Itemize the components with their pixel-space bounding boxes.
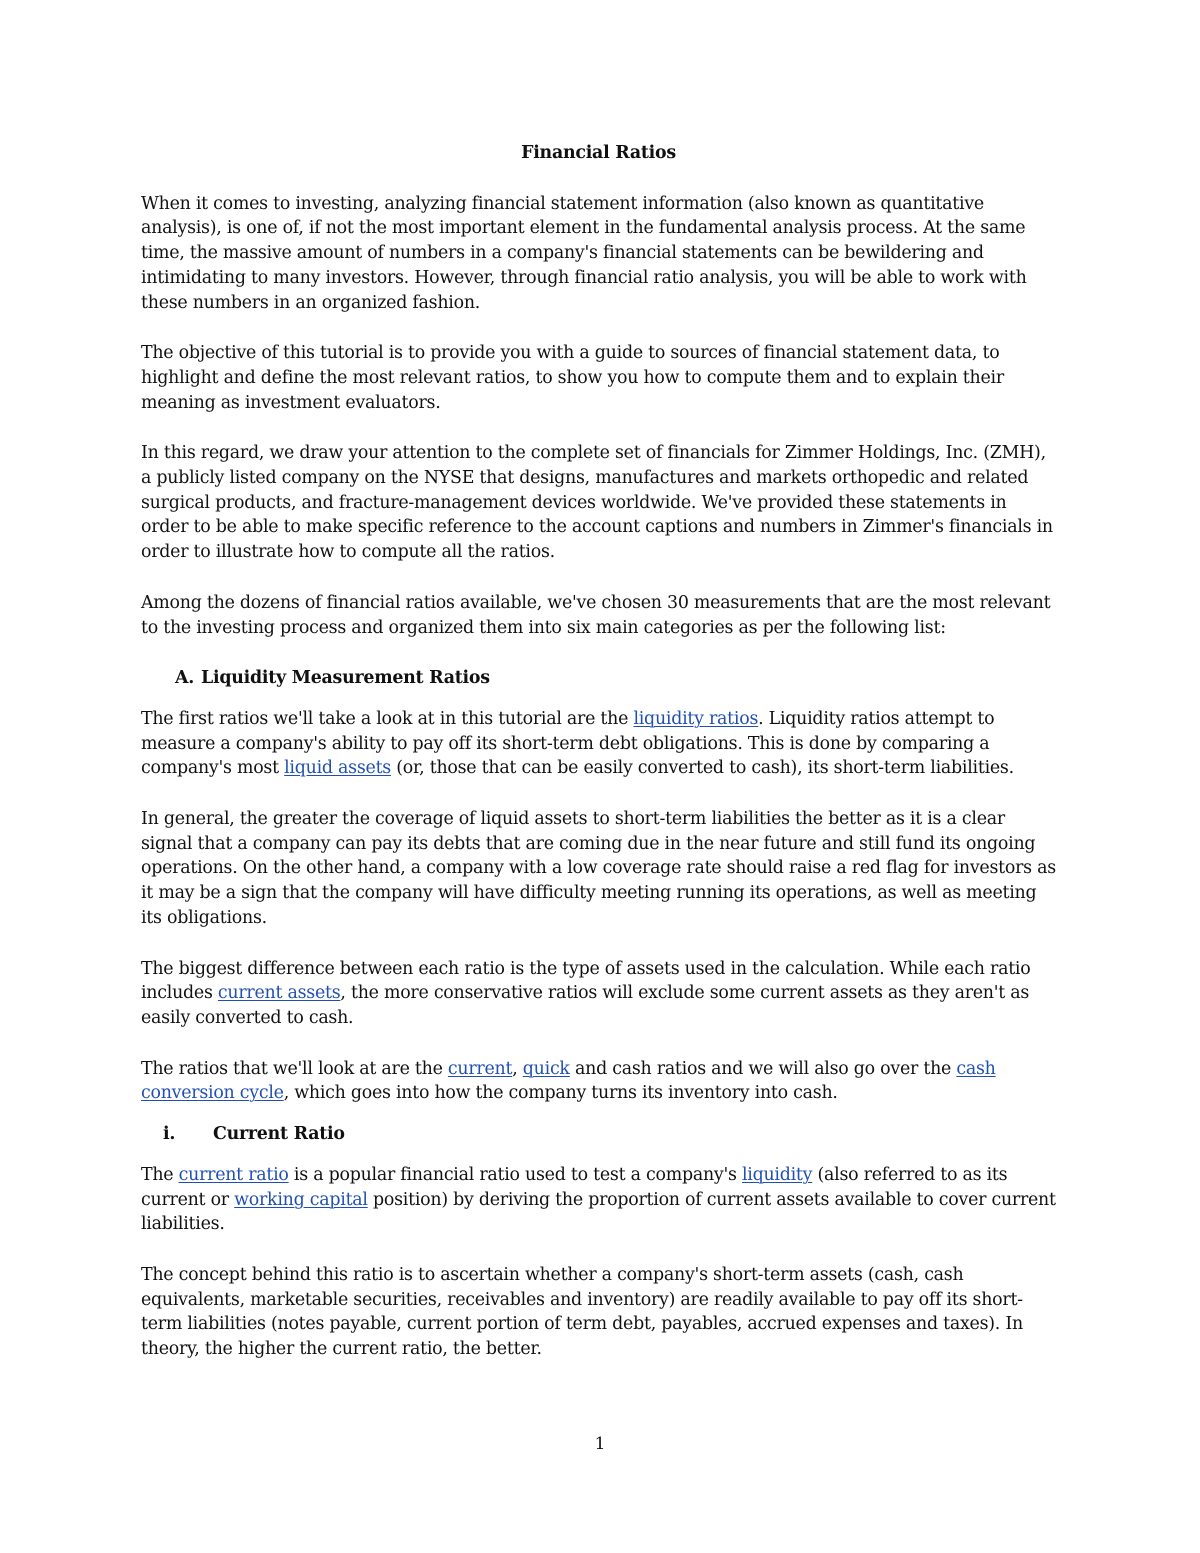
document-title: Financial Ratios <box>521 143 676 163</box>
text-span: , the more conservative ratios will exclude some current assets as they aren't as easily converted to cash. <box>141 983 1030 1028</box>
text-span: and cash ratios and we will also go over the <box>569 1058 957 1079</box>
section-heading-text: Liquidity Measurement Ratios <box>201 668 490 689</box>
page-content <box>141 141 1056 1388</box>
text-span: (or, those that can be easily converted to cash), its short-term liabilities. <box>390 758 1014 779</box>
objective-paragraph: The objective of this tutorial is to provide you with a guide to sources of financial statement data, to highlight and define the most relevant ratios, to show you how to compute them and to explain their meaning as investment evaluators. <box>141 343 1004 413</box>
link-cash-conversion-cycle[interactable]: cash conversion cycle <box>141 1058 996 1104</box>
coverage-paragraph: In general, the greater the coverage of liquid assets to short-term liabilities the better as it is a clear signal that a company can pay its debts that are coming due in the near future and still fund its ongoing operations. On the other hand, a company with a low coverage rate should raise a red flag for investors as it may be a sign that the company will have difficulty meeting running its operations, as well as meeting its obligations. <box>141 809 1056 928</box>
text-span: The biggest difference between each ratio is the type of assets used in the calculation. While each ratio includes <box>141 958 1031 1004</box>
link-liquidity-ratios[interactable]: liquidity ratios <box>633 708 759 729</box>
difference-paragraph <box>141 957 1056 1031</box>
link-current-assets[interactable]: current assets <box>217 983 341 1004</box>
text-span: The first ratios we'll take a look at in this tutorial are the <box>141 708 634 729</box>
text-span: (also referred to as its current or <box>141 1164 1008 1210</box>
intro-paragraph: When it comes to investing, analyzing financial statement information (also known as quantitative analysis), is one of, if not the most important element in the fundamental analysis process. At the same time, the massive amount of numbers in a company's financial statements can be bewildering and intimidating to many investors. However, through financial ratio analysis, you will be able to work with these numbers in an organized fashion. <box>141 193 1027 313</box>
link-current[interactable]: current <box>447 1058 513 1079</box>
text-span: is a popular financial ratio used to test a company's <box>288 1164 742 1185</box>
link-working-capital[interactable]: working capital <box>234 1189 368 1210</box>
text-span: . Liquidity ratios attempt to measure a company's ability to pay off its short-term debt obligations. This is done by comparing a company's most <box>141 708 995 779</box>
text-span: position) by deriving the proportion of current assets available to cover current liabilities. <box>141 1189 1056 1235</box>
text-span: The ratios that we'll look at are the <box>141 1058 448 1079</box>
page-number: 1 <box>594 1434 606 1454</box>
text-span: The <box>141 1164 179 1185</box>
concept-paragraph: The concept behind this ratio is to ascertain whether a company's short-term assets (cash, cash equivalents, marketable securities, receivables and inventory) are readily available to pay off its short-term liabilities (notes payable, current portion of term debt, payables, accrued expenses and taxes). In theory, the higher the current ratio, the better. <box>141 1264 1023 1360</box>
text-span: , which goes into how the company turns its inventory into cash. <box>283 1083 838 1104</box>
subsection-heading-current-ratio <box>141 1122 1056 1147</box>
link-current-ratio[interactable]: current ratio <box>178 1164 289 1185</box>
subsection-marker: i. <box>163 1124 176 1145</box>
section-marker: A. <box>175 668 195 689</box>
section-heading-liquidity <box>141 666 1056 691</box>
liquidity-intro-paragraph <box>141 707 1056 781</box>
ratios-list-paragraph <box>141 1057 1056 1106</box>
link-quick[interactable]: quick <box>522 1058 570 1079</box>
current-ratio-paragraph <box>141 1163 1056 1237</box>
zimmer-paragraph: In this regard, we draw your attention to the complete set of financials for Zimmer Holdings, Inc. (ZMH), a publicly listed company on the NYSE that designs, manufactures and markets orthopedic and related surgical products, and fracture-management devices worldwide. We've provided these statements in order to be able to make specific reference to the account captions and numbers in Zimmer's financials in order to illustrate how to compute all the ratios. <box>141 443 1053 563</box>
text-span: , <box>512 1058 523 1079</box>
link-liquidity[interactable]: liquidity <box>741 1164 813 1185</box>
subsection-heading-text: Current Ratio <box>213 1124 345 1145</box>
categories-paragraph: Among the dozens of financial ratios available, we've chosen 30 measurements that are the most relevant to the investing process and organized them into six main categories as per the following list: <box>141 592 1051 638</box>
link-liquid-assets[interactable]: liquid assets <box>284 758 391 779</box>
